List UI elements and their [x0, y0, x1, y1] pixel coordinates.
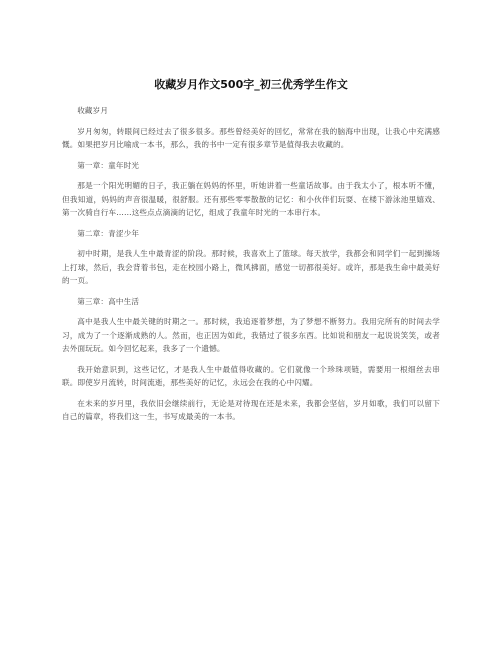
chapter-2-heading: 第二章：青涩少年: [77, 228, 140, 238]
chapter-2-paragraph: 初中时期，是我人生中最青涩的阶段。那时候，我喜欢上了篮球。每天放学，我都会和同学们一起到操场上打球，然后，我会背着书包，走在校园小路上，微风拂面，感觉一切都很美好。或许，那是我生命中最美好的一页。: [62, 249, 440, 285]
chapter-1-paragraph: 那是一个阳光明媚的日子，我正躺在妈妈的怀里，听她讲着一些童话故事。由于我太小了，根本听不懂，但我知道，妈妈的声音很温暖，很舒服。还有那些零零散散的记忆：和小伙伴们玩耍、在楼下游泳池里嬉戏、第一次骑自行车……这些点点滴滴的记忆，组成了我童年时光的一本串行本。: [62, 181, 440, 217]
document-page: [62, 78, 440, 431]
chapter-1-heading: 第一章：童年时光: [77, 160, 140, 170]
reflection-paragraph: 我开始意识到，这些记忆，才是我人生中最值得收藏的。它们就像一个珍珠项链，需要用一根细丝去串联。即使岁月流转，时间流逝，那些美好的记忆，永远会在我的心中闪耀。: [62, 364, 440, 387]
chapter-3-paragraph: 高中是我人生中最关键的时期之一。那时候，我追逐着梦想，为了梦想不断努力。我用完所有的时间去学习，成为了一个逐渐成熟的人。然而，也正因为如此，我错过了很多东西。比如说和朋友一起说说笑笑，或者去外面玩玩。如今回忆起来，我多了一个遗憾。: [62, 317, 440, 353]
conclusion-paragraph: 在未来的岁月里，我依旧会继续前行，无论是对待现在还是未来，我都会坚信，岁月如歌，我们可以留下自己的篇章，将我们这一生，书写成最美的一本书。: [62, 398, 440, 421]
intro-paragraph: 岁月匆匆，转眼间已经过去了很多很多。那些曾经美好的回忆，常常在我的脑海中出现，让我心中充满感慨。如果把岁月比喻成一本书，那么，我的书中一定有很多章节是值得我去收藏的。: [62, 126, 440, 149]
chapter-3-heading: 第三章：高中生活: [77, 296, 140, 306]
subtitle-paragraph: 收藏岁月: [77, 106, 109, 115]
document-title: 收藏岁月作文500字_初三优秀学生作文: [154, 78, 348, 91]
